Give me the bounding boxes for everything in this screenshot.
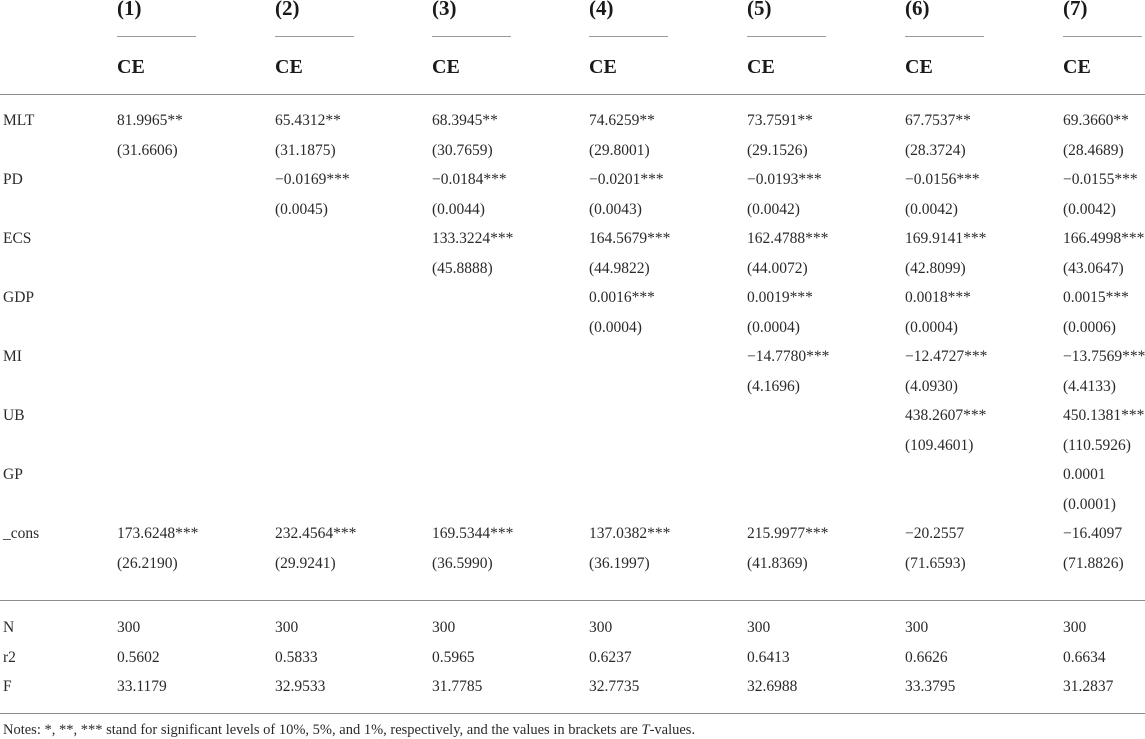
statistic-cell: 0.6237 (589, 649, 632, 666)
statistic-cell: 31.7785 (432, 678, 483, 695)
coefficient-cell: 162.4788*** (747, 230, 829, 247)
standard-error-cell: (44.9822) (589, 260, 650, 277)
coefficient-cell: −0.0193*** (747, 171, 822, 188)
standard-error-cell: (0.0042) (747, 201, 800, 218)
coefficient-cell: −0.0184*** (432, 171, 507, 188)
coefficient-cell: 133.3224*** (432, 230, 514, 247)
column-header-rule (747, 36, 826, 37)
standard-error-cell: (0.0042) (1063, 201, 1116, 218)
standard-error-cell: (0.0044) (432, 201, 485, 218)
standard-error-cell: (36.5990) (432, 555, 493, 572)
standard-error-cell: (4.0930) (905, 378, 958, 395)
coefficient-cell: 0.0018*** (905, 289, 971, 306)
standard-error-cell: (0.0042) (905, 201, 958, 218)
column-header-rule (432, 36, 511, 37)
coefficient-cell: 215.9977*** (747, 525, 829, 542)
coefficient-cell: 67.7537** (905, 112, 971, 129)
coefficient-cell: 0.0016*** (589, 289, 655, 306)
standard-error-cell: (71.8826) (1063, 555, 1124, 572)
statistic-cell: 300 (1063, 619, 1087, 636)
coefficient-cell: −20.2557 (905, 525, 965, 542)
standard-error-cell: (0.0004) (747, 319, 800, 336)
notes-prefix: Notes: *, **, *** stand for significant levels of 10%, 5%, and 1%, respectively, and the values in brackets are (3, 722, 642, 738)
standard-error-cell: (42.8099) (905, 260, 966, 277)
coefficient-cell: 173.6248*** (117, 525, 199, 542)
coefficient-cell: 450.1381*** (1063, 407, 1145, 424)
standard-error-cell: (43.0647) (1063, 260, 1124, 277)
statistic-cell: 32.7735 (589, 678, 640, 695)
variable-label: GDP (3, 289, 35, 306)
coefficient-cell: 69.3660** (1063, 112, 1129, 129)
dependent-variable-header: CE (589, 56, 617, 78)
column-number-header: (6) (905, 0, 930, 20)
dependent-variable-header: CE (432, 56, 460, 78)
standard-error-cell: (110.5926) (1063, 437, 1131, 454)
column-header-rule (905, 36, 984, 37)
standard-error-cell: (71.6593) (905, 555, 966, 572)
variable-label: GP (3, 466, 23, 483)
standard-error-cell: (109.4601) (905, 437, 974, 454)
standard-error-cell: (28.3724) (905, 142, 966, 159)
coefficients-bottom-rule (0, 600, 1145, 601)
header-bottom-rule (0, 94, 1145, 95)
statistic-cell: 33.3795 (905, 678, 956, 695)
statistic-label: F (3, 678, 12, 695)
coefficient-cell: 65.4312** (275, 112, 341, 129)
statistic-cell: 300 (905, 619, 929, 636)
standard-error-cell: (26.2190) (117, 555, 178, 572)
standard-error-cell: (31.1875) (275, 142, 336, 159)
dependent-variable-header: CE (905, 56, 933, 78)
coefficient-cell: 68.3945** (432, 112, 498, 129)
coefficient-cell: 74.6259** (589, 112, 655, 129)
coefficient-cell: 169.5344*** (432, 525, 514, 542)
statistic-cell: 0.5833 (275, 649, 318, 666)
standard-error-cell: (29.9241) (275, 555, 336, 572)
statistic-cell: 0.6413 (747, 649, 790, 666)
standard-error-cell: (0.0006) (1063, 319, 1116, 336)
column-header-rule (117, 36, 196, 37)
dependent-variable-header: CE (117, 56, 145, 78)
standard-error-cell: (45.8888) (432, 260, 493, 277)
coefficient-cell: 137.0382*** (589, 525, 671, 542)
statistic-cell: 300 (117, 619, 141, 636)
variable-label: PD (3, 171, 23, 188)
standard-error-cell: (0.0045) (275, 201, 328, 218)
standard-error-cell: (44.0072) (747, 260, 808, 277)
column-number-header: (5) (747, 0, 772, 20)
dependent-variable-header: CE (747, 56, 775, 78)
coefficient-cell: −0.0155*** (1063, 171, 1138, 188)
standard-error-cell: (0.0004) (905, 319, 958, 336)
coefficient-cell: 166.4998*** (1063, 230, 1145, 247)
column-header-rule (1063, 36, 1142, 37)
coefficient-cell: 169.9141*** (905, 230, 987, 247)
statistic-label: r2 (3, 649, 16, 666)
coefficient-cell: 164.5679*** (589, 230, 671, 247)
notes-suffix: -values. (649, 722, 696, 738)
column-number-header: (2) (275, 0, 300, 20)
coefficient-cell: −0.0201*** (589, 171, 664, 188)
statistic-cell: 31.2837 (1063, 678, 1114, 695)
standard-error-cell: (30.7659) (432, 142, 493, 159)
statistic-cell: 0.6634 (1063, 649, 1106, 666)
column-header-rule (589, 36, 668, 37)
notes-italic: T (641, 722, 650, 738)
variable-label: _cons (3, 525, 40, 542)
statistic-cell: 300 (747, 619, 771, 636)
coefficient-cell: −13.7569*** (1063, 348, 1145, 365)
column-number-header: (7) (1063, 0, 1088, 20)
variable-label: ECS (3, 230, 32, 247)
column-number-header: (3) (432, 0, 457, 20)
standard-error-cell: (0.0001) (1063, 496, 1116, 513)
standard-error-cell: (29.1526) (747, 142, 808, 159)
table-bottom-rule (0, 713, 1145, 714)
statistic-cell: 300 (275, 619, 299, 636)
statistic-cell: 0.5602 (117, 649, 160, 666)
coefficient-cell: −16.4097 (1063, 525, 1123, 542)
statistic-cell: 300 (432, 619, 456, 636)
statistic-cell: 300 (589, 619, 613, 636)
statistic-cell: 0.6626 (905, 649, 948, 666)
column-number-header: (4) (589, 0, 614, 20)
statistic-cell: 32.6988 (747, 678, 798, 695)
column-header-rule (275, 36, 354, 37)
standard-error-cell: (28.4689) (1063, 142, 1124, 159)
standard-error-cell: (4.1696) (747, 378, 800, 395)
coefficient-cell: 73.7591** (747, 112, 813, 129)
variable-label: MI (3, 348, 22, 365)
coefficient-cell: 232.4564*** (275, 525, 357, 542)
coefficient-cell: 438.2607*** (905, 407, 987, 424)
coefficient-cell: −14.7780*** (747, 348, 830, 365)
standard-error-cell: (36.1997) (589, 555, 650, 572)
standard-error-cell: (41.8369) (747, 555, 808, 572)
standard-error-cell: (31.6606) (117, 142, 178, 159)
statistic-cell: 33.1179 (117, 678, 167, 695)
dependent-variable-header: CE (275, 56, 303, 78)
coefficient-cell: 0.0001 (1063, 466, 1106, 483)
dependent-variable-header: CE (1063, 56, 1091, 78)
standard-error-cell: (0.0004) (589, 319, 642, 336)
coefficient-cell: 0.0019*** (747, 289, 813, 306)
standard-error-cell: (0.0043) (589, 201, 642, 218)
coefficient-cell: 81.9965** (117, 112, 183, 129)
statistic-label: N (3, 619, 15, 636)
coefficient-cell: −0.0156*** (905, 171, 980, 188)
coefficient-cell: −0.0169*** (275, 171, 350, 188)
variable-label: MLT (3, 112, 35, 129)
standard-error-cell: (4.4133) (1063, 378, 1116, 395)
coefficient-cell: −12.4727*** (905, 348, 988, 365)
statistic-cell: 0.5965 (432, 649, 475, 666)
coefficient-cell: 0.0015*** (1063, 289, 1129, 306)
table-notes (3, 722, 695, 739)
statistic-cell: 32.9533 (275, 678, 326, 695)
standard-error-cell: (29.8001) (589, 142, 650, 159)
column-number-header: (1) (117, 0, 142, 20)
variable-label: UB (3, 407, 25, 424)
